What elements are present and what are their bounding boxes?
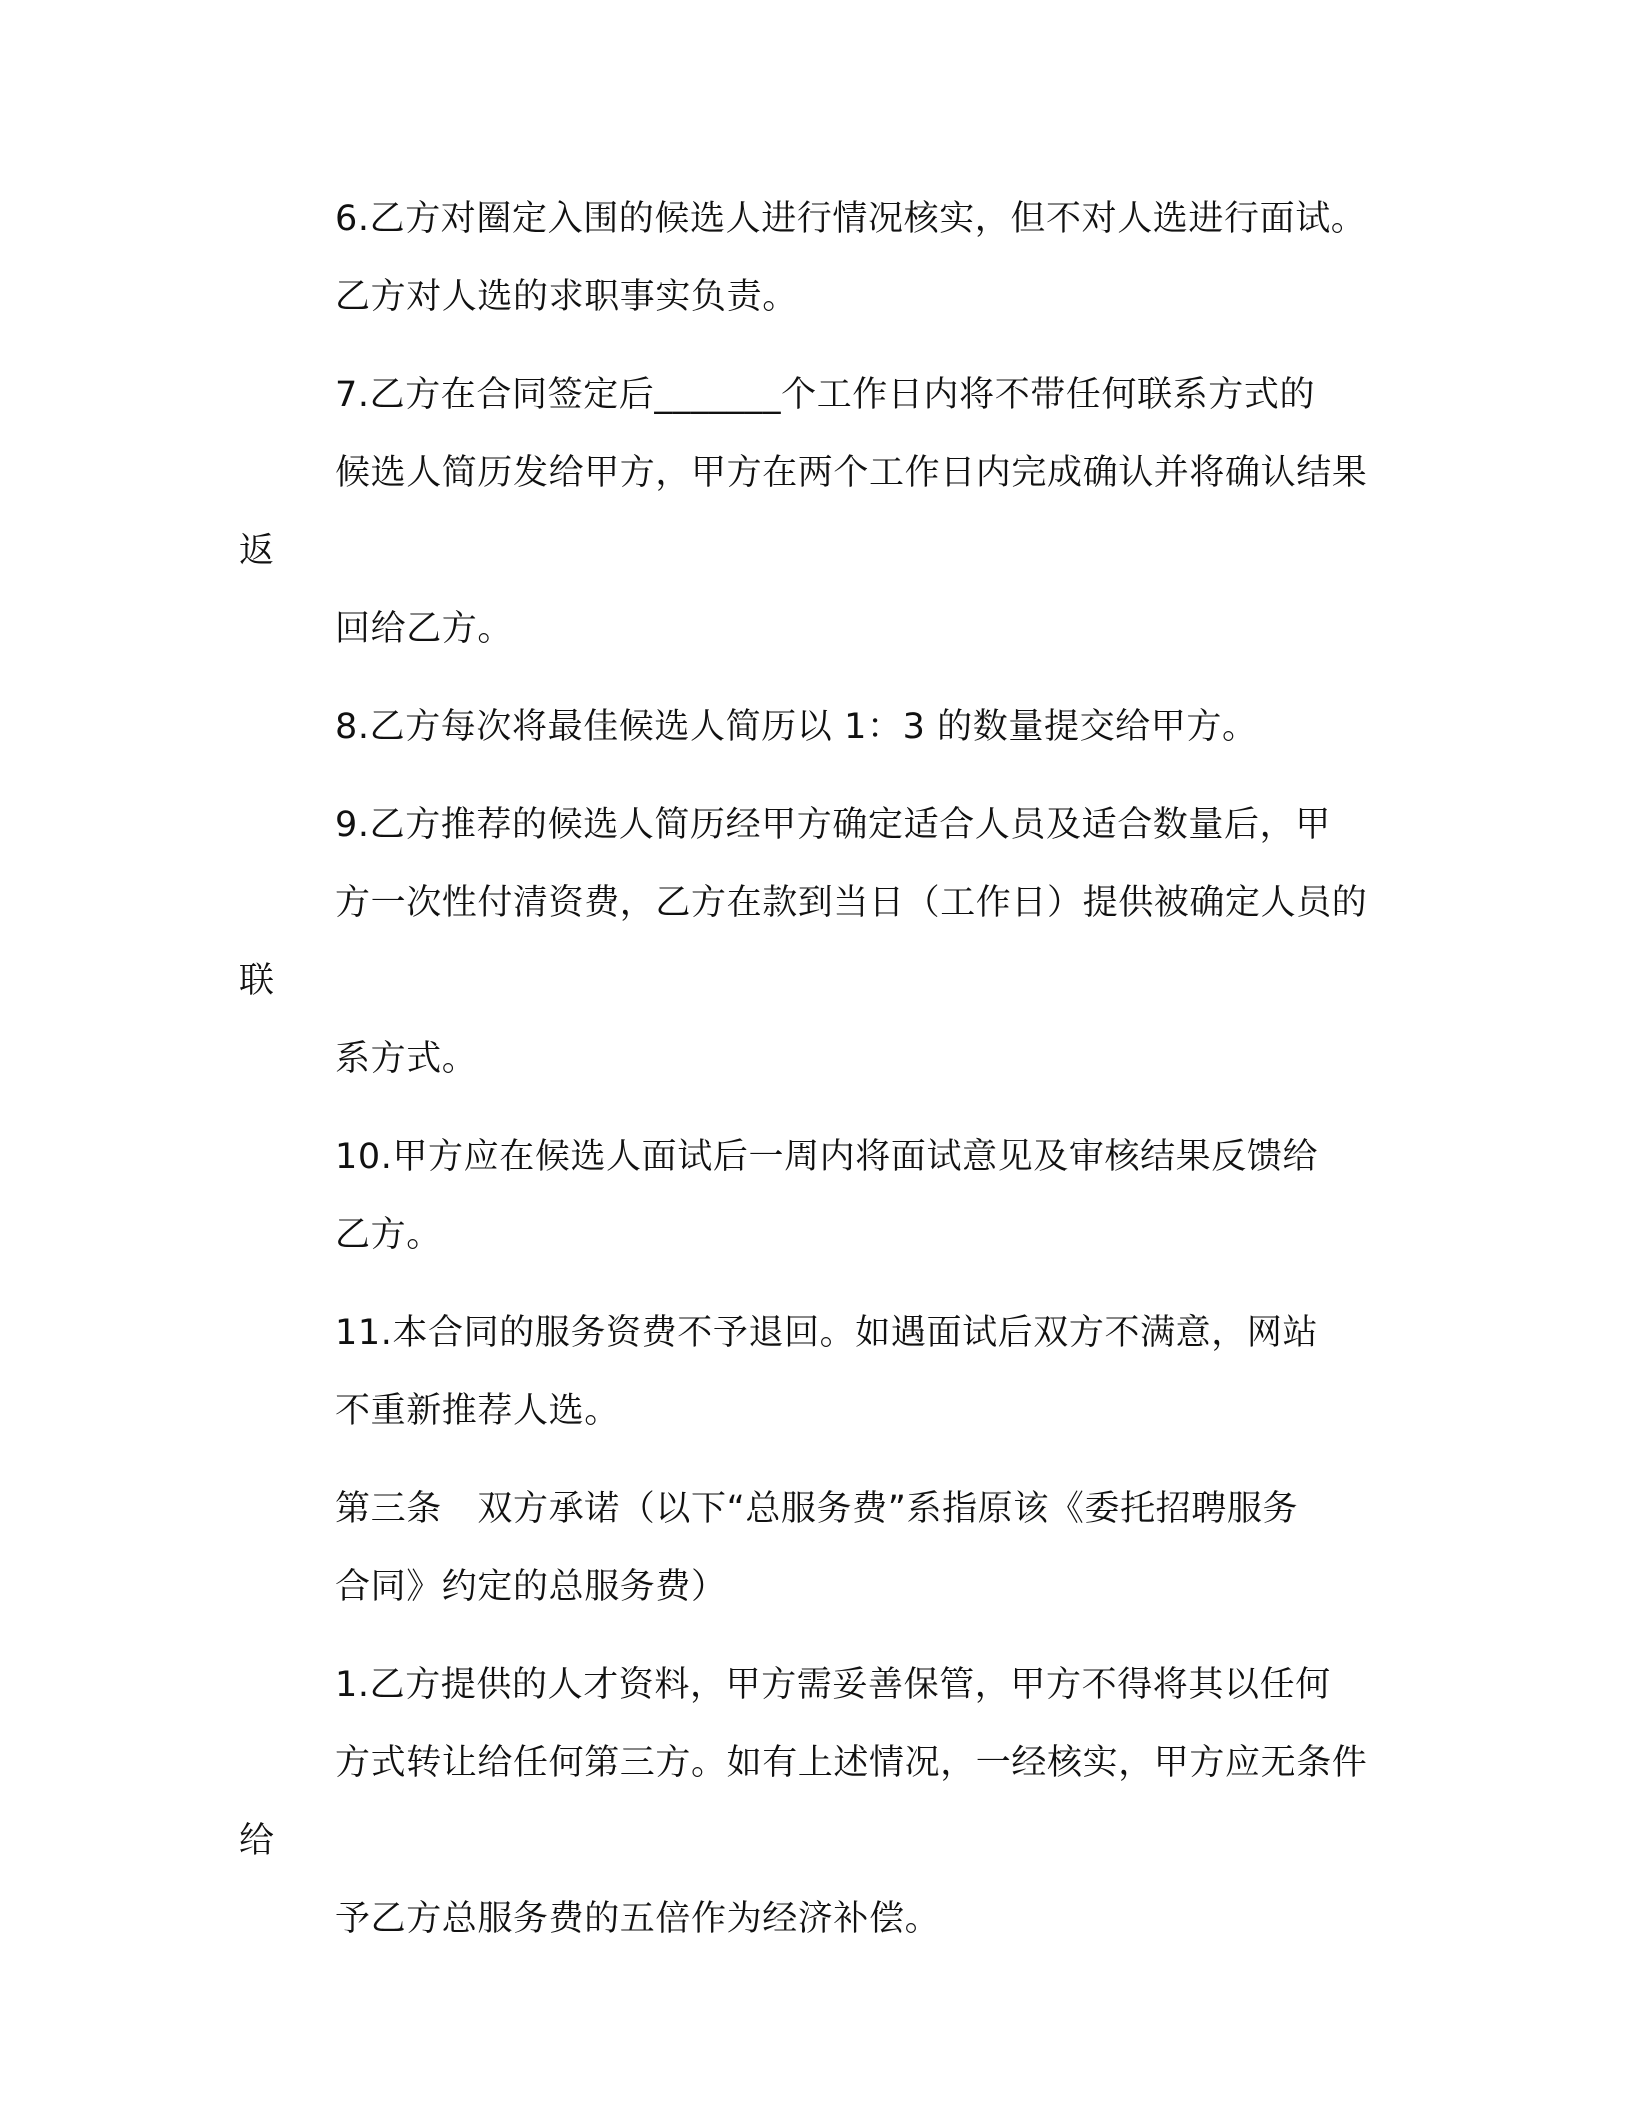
clause-line: 系方式。 — [335, 1039, 478, 1079]
clause-line: 方式转让给任何第三方。如有上述情况，一经核实，甲方应无条件给 — [239, 1743, 1368, 1861]
clause-line: 予乙方总服务费的五倍作为经济补偿。 — [335, 1899, 941, 1939]
clause-line: 7.乙方在合同签定后_______个工作日内将不带任何联系方式的 — [335, 375, 1316, 415]
clause-10 — [239, 1118, 1389, 1274]
clause-line: 11.本合同的服务资费不予退回。如遇面试后双方不满意，网站 — [335, 1313, 1319, 1353]
article-3-heading — [239, 1470, 1389, 1626]
clause-line: 乙方。 — [335, 1215, 442, 1255]
clause-11 — [239, 1294, 1389, 1450]
clause-line: 第三条 双方承诺（以下“总服务费”系指原该《委托招聘服务 — [335, 1489, 1299, 1529]
clause-line: 1.乙方提供的人才资料，甲方需妥善保管，甲方不得将其以任何 — [335, 1665, 1331, 1705]
clause-line: 9.乙方推荐的候选人简历经甲方确定适合人员及适合数量后，甲 — [335, 805, 1331, 845]
clause-line: 乙方对人选的求职事实负责。 — [335, 277, 798, 317]
clause-8 — [239, 688, 1389, 766]
clause-line: 8.乙方每次将最佳候选人简历以 1：3 的数量提交给甲方。 — [335, 707, 1258, 747]
clause-7 — [239, 356, 1389, 668]
clause-6 — [239, 180, 1389, 336]
clause-line: 合同》约定的总服务费） — [335, 1567, 727, 1607]
article-3-clause-1 — [239, 1646, 1389, 1958]
clause-line: 回给乙方。 — [335, 609, 514, 649]
clause-9 — [239, 786, 1389, 1098]
clause-line: 候选人简历发给甲方，甲方在两个工作日内完成确认并将确认结果返 — [239, 453, 1368, 571]
document-body — [239, 180, 1389, 1958]
clause-line: 不重新推荐人选。 — [335, 1391, 620, 1431]
clause-line: 10.甲方应在候选人面试后一周内将面试意见及审核结果反馈给 — [335, 1137, 1319, 1177]
clause-line: 6.乙方对圈定入围的候选人进行情况核实，但不对人选进行面试。 — [335, 199, 1367, 239]
clause-line: 方一次性付清资费，乙方在款到当日（工作日）提供被确定人员的联 — [239, 883, 1368, 1001]
